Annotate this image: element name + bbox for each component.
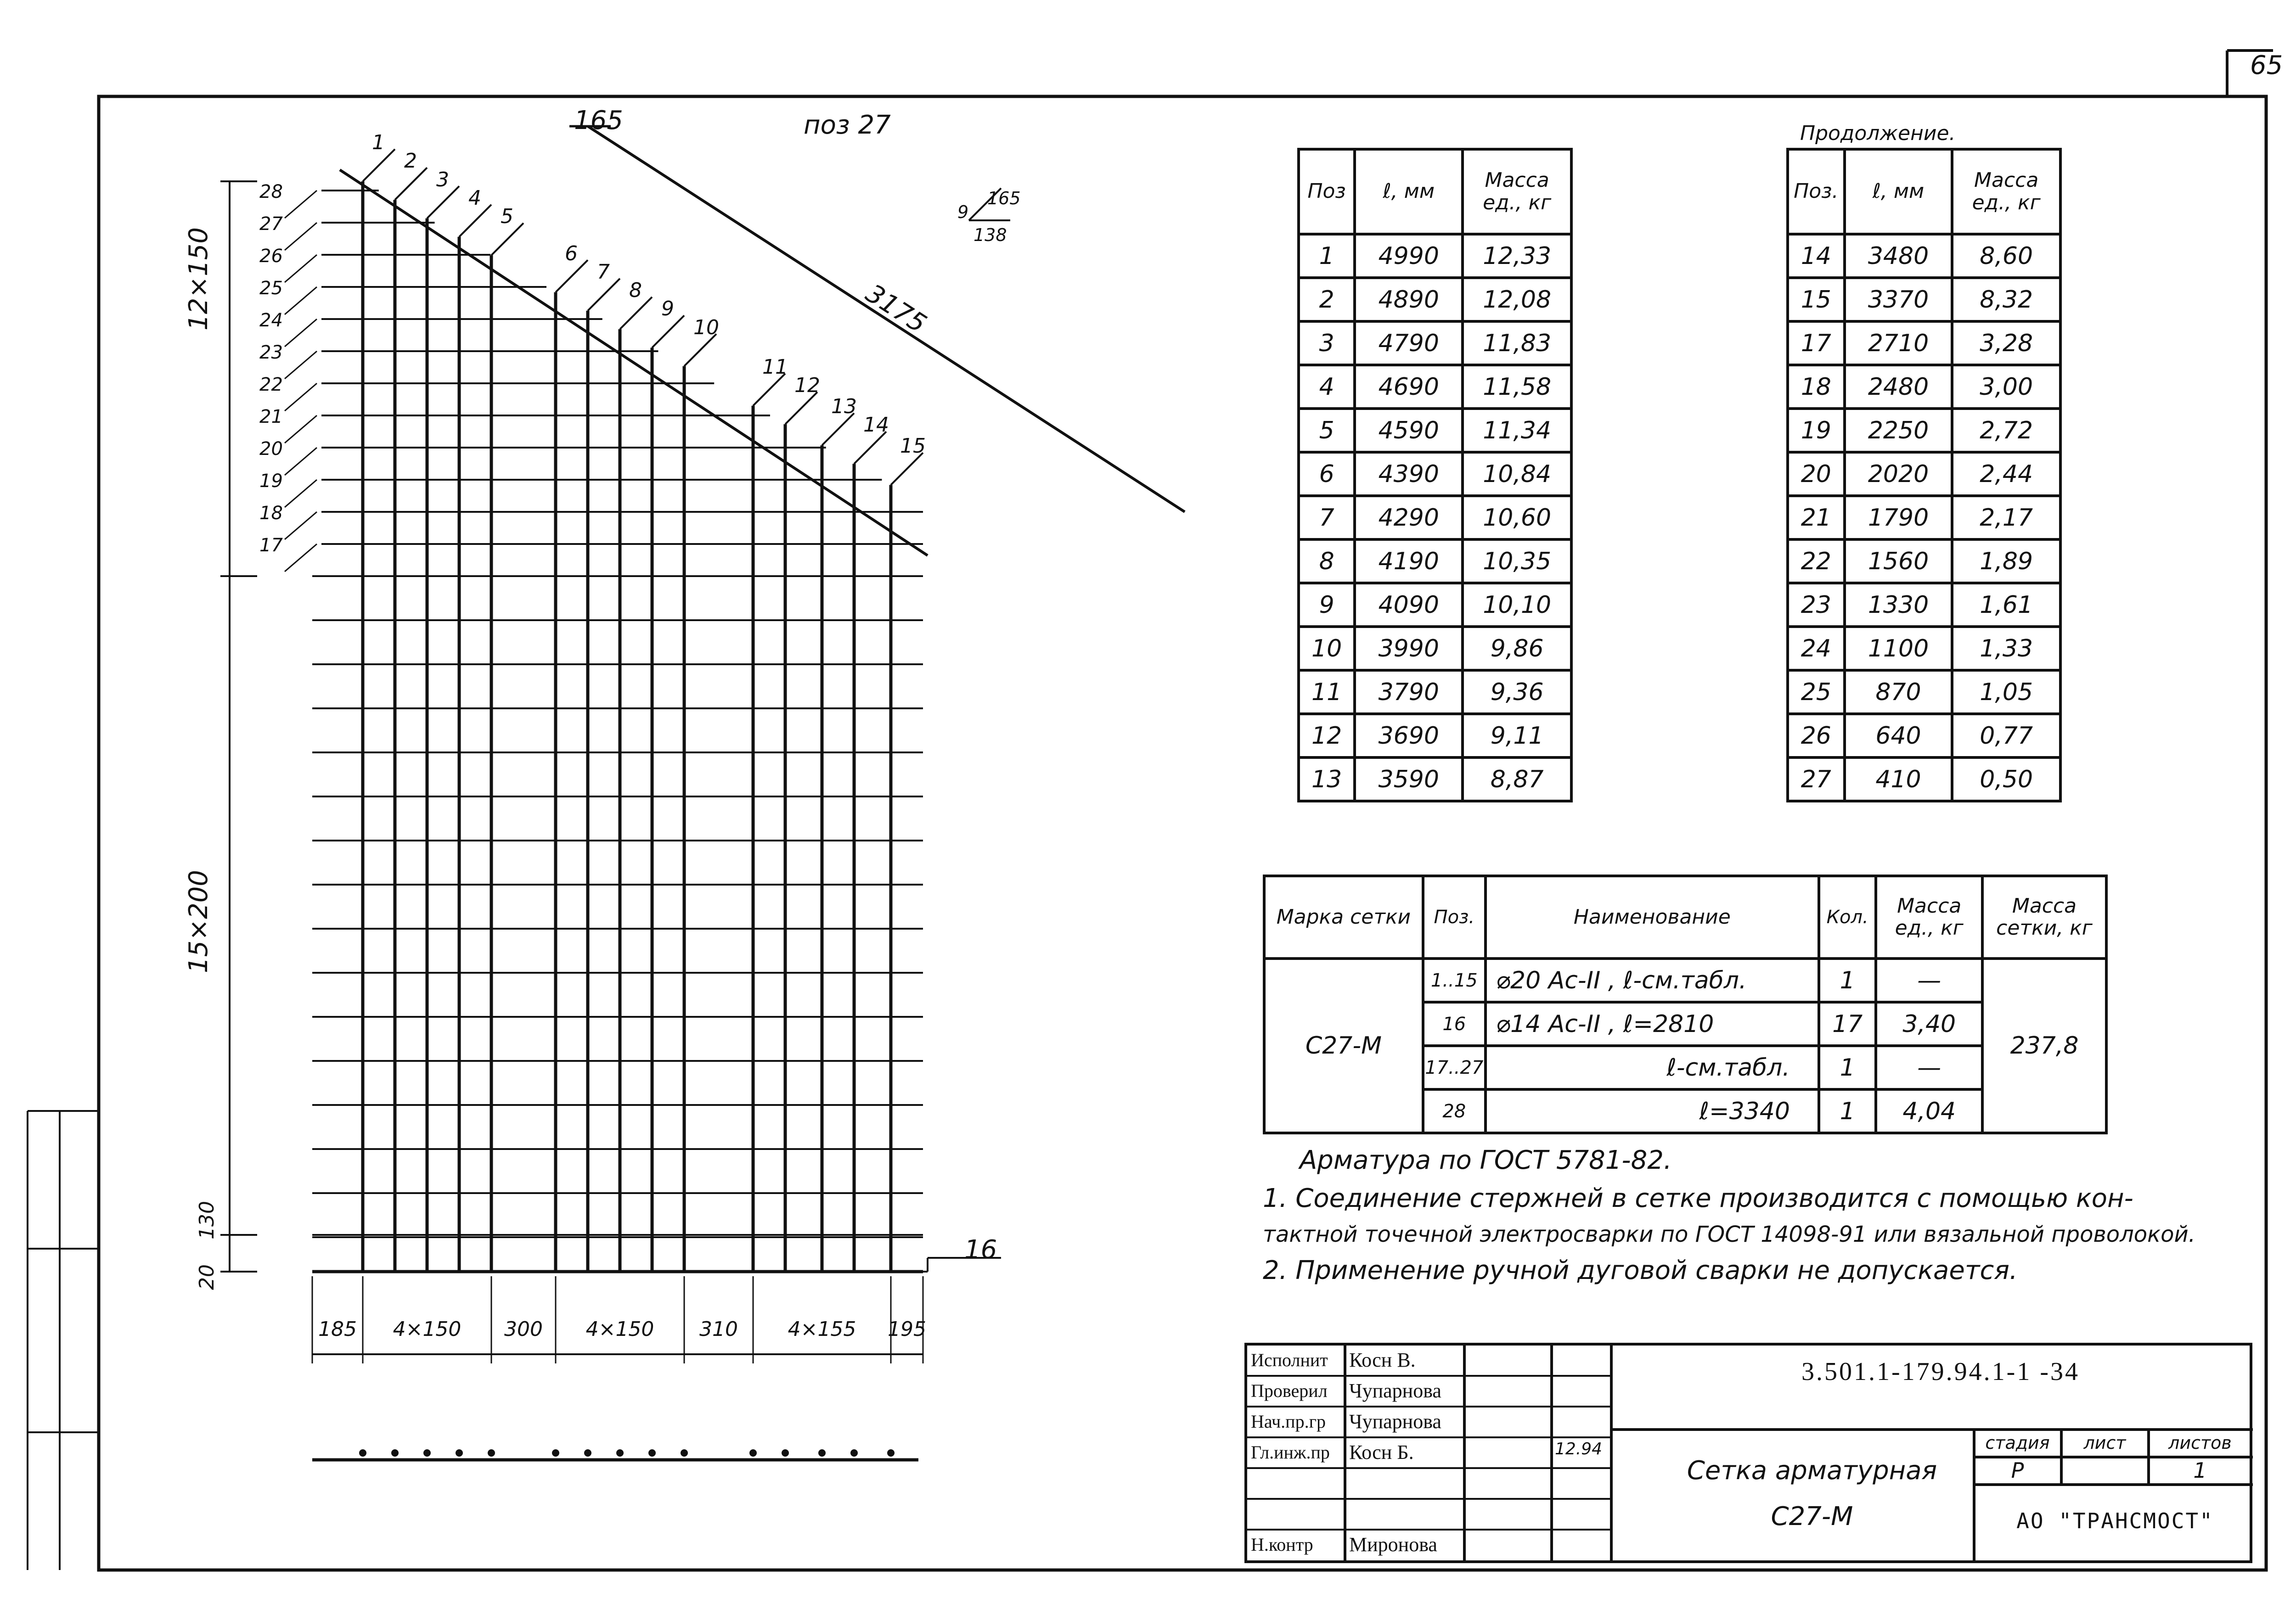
table2-row xyxy=(1788,234,2060,278)
table2-header-mass: Масса ед., кг xyxy=(1952,149,2060,234)
table1-cell: 4290 xyxy=(1355,496,1463,539)
table1-row xyxy=(1299,670,1571,714)
spec-cell: — xyxy=(1876,959,1982,1002)
table2-row xyxy=(1788,670,2060,714)
table1-header-pos: Поз xyxy=(1299,149,1355,234)
bar-label: 27 xyxy=(259,213,283,235)
organization: АО "ТРАНСМОСТ" xyxy=(2016,1508,2214,1533)
table2-cell: 1330 xyxy=(1845,583,1953,627)
role-label: Проверил xyxy=(1251,1380,1328,1401)
table2-cell: 2020 xyxy=(1845,452,1953,496)
table2-cell: 2710 xyxy=(1845,321,1953,365)
detail-c: 9 xyxy=(957,202,969,222)
table2-row xyxy=(1788,452,2060,496)
bar-section-dot xyxy=(782,1449,789,1457)
bar-label: 9 xyxy=(661,297,674,321)
table2-cell: 3,00 xyxy=(1952,365,2060,409)
table1-cell: 4790 xyxy=(1355,321,1463,365)
bar-section-dot xyxy=(456,1449,463,1457)
table2-cell: 2,44 xyxy=(1952,452,2060,496)
table1-row xyxy=(1299,278,1571,321)
table1-cell: 8 xyxy=(1299,539,1355,583)
table2-row xyxy=(1788,321,2060,365)
table1-cell: 10,84 xyxy=(1463,452,1571,496)
table2-cell: 2,72 xyxy=(1952,409,2060,452)
title-block xyxy=(1244,1343,2252,1563)
table2-header-length: ℓ, мм xyxy=(1845,149,1953,234)
table1-cell: 5 xyxy=(1299,409,1355,452)
bar-label: 10 xyxy=(693,315,719,339)
table2-cell: 870 xyxy=(1845,670,1953,714)
spec-cell: — xyxy=(1876,1046,1982,1089)
note-1b: тактной точечной электросварки по ГОСТ 14098-91 или вязальной проволокой. xyxy=(1263,1222,2195,1247)
title-line-1: Сетка арматурная xyxy=(1687,1456,1937,1486)
table2-cell: 19 xyxy=(1788,409,1845,452)
person-name: Косн В. xyxy=(1349,1349,1416,1371)
table2-cell: 410 xyxy=(1845,757,1953,801)
table2-cell: 1,89 xyxy=(1952,539,2060,583)
table2-cell: 640 xyxy=(1845,714,1953,757)
bar-table-2 xyxy=(1786,148,2062,802)
table2-cell: 2480 xyxy=(1845,365,1953,409)
table1-cell: 3590 xyxy=(1355,757,1463,801)
table1-row xyxy=(1299,714,1571,757)
table1-cell: 4590 xyxy=(1355,409,1463,452)
spec-header-name: Наименование xyxy=(1486,876,1819,959)
table1-row xyxy=(1299,757,1571,801)
spec-cell: ℓ=3340 xyxy=(1486,1089,1819,1133)
table2-cell: 18 xyxy=(1788,365,1845,409)
spec-cell: 17 xyxy=(1819,1002,1876,1046)
bar-section-dot xyxy=(488,1449,495,1457)
table1-cell: 6 xyxy=(1299,452,1355,496)
table2-cell: 14 xyxy=(1788,234,1845,278)
table1-cell: 4390 xyxy=(1355,452,1463,496)
table2-row xyxy=(1788,278,2060,321)
table1-cell: 10 xyxy=(1299,627,1355,670)
table2-cell: 20 xyxy=(1788,452,1845,496)
bar-label: 14 xyxy=(863,413,889,437)
bar-label: 3 xyxy=(436,168,449,191)
table2-cell: 1560 xyxy=(1845,539,1953,583)
bar-label: 13 xyxy=(831,395,857,418)
spec-cell: ℓ-см.табл. xyxy=(1486,1046,1819,1089)
table2-cell: 1,33 xyxy=(1952,627,2060,670)
table1-cell: 12 xyxy=(1299,714,1355,757)
mesh-drawing xyxy=(220,149,1001,1363)
table2-cell: 27 xyxy=(1788,757,1845,801)
bar-section-dot xyxy=(552,1449,559,1457)
table1-cell: 8,87 xyxy=(1463,757,1571,801)
bar-label: 1 xyxy=(372,131,385,154)
bar-label: 28 xyxy=(259,181,283,202)
table1-row xyxy=(1299,539,1571,583)
table1-cell: 9,36 xyxy=(1463,670,1571,714)
table2-cell: 1100 xyxy=(1845,627,1953,670)
label-16: 16 xyxy=(964,1235,997,1265)
bottom-dim: 4×155 xyxy=(788,1318,856,1341)
table2-row xyxy=(1788,627,2060,670)
table2-row xyxy=(1788,583,2060,627)
table2-cell: 3370 xyxy=(1845,278,1953,321)
spec-cell: 4,04 xyxy=(1876,1089,1982,1133)
dim-left-bottom-a: 130 xyxy=(195,1201,219,1239)
bar-section-dot xyxy=(887,1449,895,1457)
bar-label: 24 xyxy=(259,310,283,331)
table2-row xyxy=(1788,757,2060,801)
table2-cell: 1,05 xyxy=(1952,670,2060,714)
table1-cell: 4690 xyxy=(1355,365,1463,409)
stage-value: Р xyxy=(2011,1458,2024,1483)
table1-cell: 11,58 xyxy=(1463,365,1571,409)
table1-cell: 1 xyxy=(1299,234,1355,278)
bar-label: 18 xyxy=(259,503,283,524)
detail-b: 138 xyxy=(974,225,1007,245)
table1-row xyxy=(1299,452,1571,496)
bar-section-dot xyxy=(616,1449,624,1457)
table2-cell: 0,77 xyxy=(1952,714,2060,757)
table1-cell: 3690 xyxy=(1355,714,1463,757)
bottom-dim: 4×150 xyxy=(585,1318,654,1341)
table1-cell: 3790 xyxy=(1355,670,1463,714)
bar-label: 23 xyxy=(259,342,283,363)
drawing-code: 3.501.1-179.94.1-1 -34 xyxy=(1801,1357,2080,1386)
spec-mark: С27-М xyxy=(1264,959,1423,1133)
table2-cell: 1790 xyxy=(1845,496,1953,539)
table2-cell: 1,61 xyxy=(1952,583,2060,627)
table1-cell: 13 xyxy=(1299,757,1355,801)
sheets-value: 1 xyxy=(2193,1458,2207,1483)
spec-cell: 16 xyxy=(1423,1002,1486,1046)
bar-label: 2 xyxy=(404,149,417,173)
bottom-dim: 310 xyxy=(699,1318,738,1341)
sheets-header: листов xyxy=(2168,1433,2232,1453)
table1-cell: 11,34 xyxy=(1463,409,1571,452)
bar-section-dot xyxy=(359,1449,366,1457)
sheet-number: 65 xyxy=(2250,50,2283,80)
spec-cell: 1 xyxy=(1819,959,1876,1002)
role-label: Гл.инж.пр xyxy=(1251,1442,1330,1463)
table1-row xyxy=(1299,627,1571,670)
title-line-2: С27-М xyxy=(1771,1502,1853,1531)
spec-header-total-mass: Масса сетки, кг xyxy=(1982,876,2106,959)
table1-cell: 9,11 xyxy=(1463,714,1571,757)
bar-label: 15 xyxy=(900,434,926,458)
table2-row xyxy=(1788,496,2060,539)
table2-header-pos: Поз. xyxy=(1788,149,1845,234)
table1-cell: 3 xyxy=(1299,321,1355,365)
bar-section-dot xyxy=(850,1449,858,1457)
bar-label: 11 xyxy=(762,355,788,379)
spec-cell: ⌀14 Ас-II , ℓ=2810 xyxy=(1486,1002,1819,1046)
bottom-dim: 195 xyxy=(888,1318,926,1341)
table1-row xyxy=(1299,496,1571,539)
table1-cell: 3990 xyxy=(1355,627,1463,670)
bar-label: 6 xyxy=(565,241,578,265)
dim-top: 165 xyxy=(574,106,623,135)
spec-header-qty: Кол. xyxy=(1819,876,1876,959)
table2-cell: 26 xyxy=(1788,714,1845,757)
bar-label: 19 xyxy=(259,471,283,492)
bar-section-dot xyxy=(584,1449,591,1457)
table2-cell: 2,17 xyxy=(1952,496,2060,539)
table2-cell: 15 xyxy=(1788,278,1845,321)
position-title: поз 27 xyxy=(804,110,891,140)
bar-section-dot xyxy=(423,1449,431,1457)
spec-table xyxy=(1263,875,2108,1134)
bar-section-dot xyxy=(648,1449,656,1457)
bar-section-dot xyxy=(818,1449,826,1457)
date: 12.94 xyxy=(1555,1440,1603,1458)
spec-header-mark: Марка сетки xyxy=(1264,876,1423,959)
table2-row xyxy=(1788,714,2060,757)
table1-cell: 4990 xyxy=(1355,234,1463,278)
table1-cell: 2 xyxy=(1299,278,1355,321)
person-name: Чупарнова xyxy=(1349,1379,1441,1402)
table2-cell: 23 xyxy=(1788,583,1845,627)
table1-cell: 9,86 xyxy=(1463,627,1571,670)
table1-cell: 4090 xyxy=(1355,583,1463,627)
dim-left-bottom-b: 20 xyxy=(195,1264,219,1290)
table2-cell: 24 xyxy=(1788,627,1845,670)
note-rebar: Арматура по ГОСТ 5781-82. xyxy=(1300,1145,1672,1175)
spec-cell: ⌀20 Ас-II , ℓ-см.табл. xyxy=(1486,959,1819,1002)
bar-label: 22 xyxy=(259,374,283,395)
table1-cell: 12,33 xyxy=(1463,234,1571,278)
detail-a: 165 xyxy=(987,188,1021,208)
table2-cell: 8,32 xyxy=(1952,278,2060,321)
table2-caption: Продолжение. xyxy=(1800,122,1956,145)
table2-cell: 3,28 xyxy=(1952,321,2060,365)
table1-cell: 11,83 xyxy=(1463,321,1571,365)
spec-cell: 28 xyxy=(1423,1089,1486,1133)
note-1a: 1. Соединение стержней в сетке производится с помощью кон- xyxy=(1263,1183,2133,1213)
notes xyxy=(1263,1145,2250,1285)
spec-header-pos: Поз. xyxy=(1423,876,1486,959)
bar-label: 26 xyxy=(259,246,283,267)
bar-label: 21 xyxy=(259,406,283,427)
table1-cell: 4 xyxy=(1299,365,1355,409)
table1-cell: 9 xyxy=(1299,583,1355,627)
spec-cell: 1..15 xyxy=(1423,959,1486,1002)
table2-cell: 17 xyxy=(1788,321,1845,365)
spec-cell: 3,40 xyxy=(1876,1002,1982,1046)
bottom-dim: 185 xyxy=(318,1318,357,1341)
table1-cell: 4890 xyxy=(1355,278,1463,321)
bottom-dim: 4×150 xyxy=(393,1318,461,1341)
spec-cell: 17..27 xyxy=(1423,1046,1486,1089)
signatures-area xyxy=(1247,1346,1613,1560)
table1-cell: 4190 xyxy=(1355,539,1463,583)
table1-cell: 12,08 xyxy=(1463,278,1571,321)
bar-label: 17 xyxy=(259,535,283,556)
dim-left-mid: 15×200 xyxy=(184,869,214,973)
bottom-dim: 300 xyxy=(504,1318,543,1341)
table2-cell: 21 xyxy=(1788,496,1845,539)
stage-header: стадия xyxy=(1985,1433,2050,1453)
bar-label: 25 xyxy=(259,278,283,299)
table2-row xyxy=(1788,365,2060,409)
role-label: Нач.пр.гр xyxy=(1251,1411,1326,1432)
bar-label: 5 xyxy=(501,205,513,228)
person-name: Чупарнова xyxy=(1349,1410,1441,1433)
bar-label: 7 xyxy=(597,260,610,284)
table2-cell: 8,60 xyxy=(1952,234,2060,278)
table2-cell: 22 xyxy=(1788,539,1845,583)
sheet-header: лист xyxy=(2083,1433,2126,1453)
table1-cell: 11 xyxy=(1299,670,1355,714)
bar-label: 12 xyxy=(794,374,820,397)
table2-cell: 0,50 xyxy=(1952,757,2060,801)
table1-cell: 10,60 xyxy=(1463,496,1571,539)
table2-cell: 25 xyxy=(1788,670,1845,714)
dim-diagonal: 3175 xyxy=(860,278,932,339)
table1-cell: 10,10 xyxy=(1463,583,1571,627)
note-2: 2. Применение ручной дуговой сварки не допускается. xyxy=(1263,1256,2018,1285)
table2-row xyxy=(1788,409,2060,452)
table2-cell: 2250 xyxy=(1845,409,1953,452)
spec-total-mass: 237,8 xyxy=(1982,959,2106,1133)
person-name: Миронова xyxy=(1349,1533,1437,1556)
bar-label: 20 xyxy=(259,438,283,460)
bar-section-dot xyxy=(681,1449,688,1457)
table1-row xyxy=(1299,583,1571,627)
table1-cell: 7 xyxy=(1299,496,1355,539)
table1-row xyxy=(1299,234,1571,278)
bar-label: 4 xyxy=(468,186,481,210)
role-label: Н.контр xyxy=(1251,1534,1313,1555)
bar-section-dot xyxy=(391,1449,399,1457)
table1-row xyxy=(1299,321,1571,365)
spec-cell: 1 xyxy=(1819,1046,1876,1089)
role-label: Исполнит xyxy=(1251,1350,1328,1370)
person-name: Косн Б. xyxy=(1349,1441,1414,1464)
bar-label: 8 xyxy=(629,279,642,302)
bar-table-1 xyxy=(1297,148,1573,802)
bar-section-dot xyxy=(749,1449,757,1457)
table1-row xyxy=(1299,409,1571,452)
table1-row xyxy=(1299,365,1571,409)
table2-cell: 3480 xyxy=(1845,234,1953,278)
table1-header-length: ℓ, мм xyxy=(1355,149,1463,234)
table2-row xyxy=(1788,539,2060,583)
dim-left-top: 12×150 xyxy=(184,227,214,331)
spec-cell: 1 xyxy=(1819,1089,1876,1133)
table1-header-mass: Масса ед., кг xyxy=(1463,149,1571,234)
spec-header-unit-mass: Масса ед., кг xyxy=(1876,876,1982,959)
table1-cell: 10,35 xyxy=(1463,539,1571,583)
